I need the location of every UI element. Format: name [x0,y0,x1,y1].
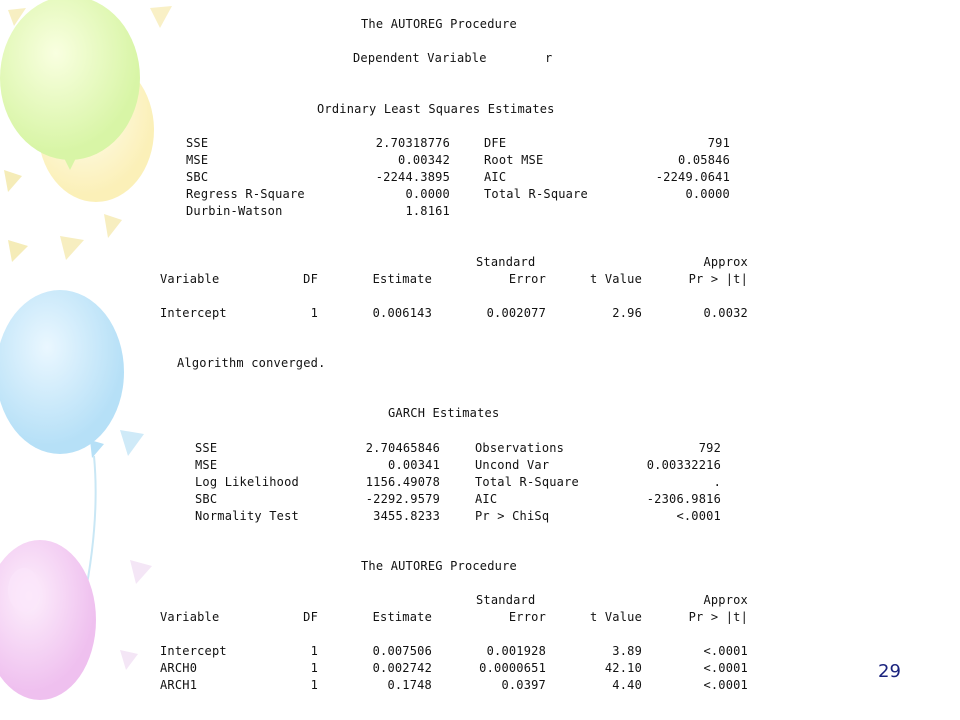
garch-param-df: 1 [310,644,318,658]
garch-stat-value2: 0.00332216 [646,458,721,472]
confetti-triangle [4,170,22,192]
garch-stat-value2: . [713,475,721,489]
garch-stat-value: 2.70465846 [365,441,440,455]
ols-col-variable: Variable [160,272,220,286]
garch-col-df: DF [303,610,318,624]
confetti-triangle [8,240,28,262]
garch-param-df: 1 [310,661,318,675]
garch-stat-label: Normality Test [195,509,299,523]
ols-stat-value: 0.0000 [405,187,450,201]
ols-stat-label2: Root MSE [484,153,544,167]
ols-header-approx: Approx [703,255,748,269]
ols-param-estimate: 0.006143 [372,306,432,320]
balloon-green [0,0,140,160]
garch-header-approx: Approx [703,593,748,607]
algorithm-note: Algorithm converged. [177,356,326,370]
ols-param-error: 0.002077 [486,306,546,320]
garch-stat-label2: Total R-Square [475,475,579,489]
garch-col-tvalue: t Value [590,610,642,624]
garch-stat-value2: 792 [698,441,721,455]
ols-title: Ordinary Least Squares Estimates [317,102,555,116]
confetti-triangle [60,236,84,260]
garch-col-estimate: Estimate [372,610,432,624]
confetti-triangle [104,214,122,238]
garch-stat-label: MSE [195,458,218,472]
ols-param-prob: 0.0032 [703,306,748,320]
ols-param-tvalue: 2.96 [612,306,642,320]
garch-param-tvalue: 3.89 [612,644,642,658]
garch-param-variable: ARCH0 [160,661,198,675]
garch-stat-value2: <.0001 [676,509,721,523]
ols-stat-label2: DFE [484,136,507,150]
ols-col-prob: Pr > |t| [688,272,748,286]
garch-param-estimate: 0.007506 [372,644,432,658]
ols-stat-label: Durbin-Watson [186,204,283,218]
garch-param-tvalue: 4.40 [612,678,642,692]
garch-col-error: Error [508,610,546,624]
confetti-triangle [120,650,138,670]
ols-param-df: 1 [310,306,318,320]
procedure-title-2: The AUTOREG Procedure [361,559,517,573]
ols-stat-value2: 0.05846 [678,153,730,167]
garch-title: GARCH Estimates [388,406,500,420]
garch-stat-label2: AIC [475,492,498,506]
ols-stat-label: Regress R-Square [186,187,305,201]
garch-stat-label2: Uncond Var [475,458,550,472]
garch-param-estimate: 0.002742 [372,661,432,675]
garch-stat-label: SBC [195,492,218,506]
garch-param-estimate: 0.1748 [387,678,432,692]
confetti-triangle [120,430,144,456]
garch-param-error: 0.0397 [501,678,546,692]
ols-col-tvalue: t Value [590,272,642,286]
dependent-variable-value: r [545,51,553,65]
ols-stat-value2: -2249.0641 [655,170,730,184]
garch-stat-value: 3455.8233 [373,509,440,523]
ols-stat-value: 0.00342 [398,153,450,167]
ols-stat-label: SSE [186,136,209,150]
garch-param-error: 0.001928 [486,644,546,658]
ols-stat-value: -2244.3895 [375,170,450,184]
ols-stat-label: SBC [186,170,209,184]
slide-page-number: 29 [878,661,901,682]
garch-param-df: 1 [310,678,318,692]
garch-stat-label2: Pr > ChiSq [475,509,550,523]
ols-col-estimate: Estimate [372,272,432,286]
garch-param-prob: <.0001 [703,678,748,692]
ols-col-error: Error [508,272,546,286]
ols-stat-value: 2.70318776 [375,136,450,150]
ols-header-standard: Standard [476,255,536,269]
garch-stat-label2: Observations [475,441,565,455]
ols-stat-value: 1.8161 [405,204,450,218]
garch-stat-value: 1156.49078 [365,475,440,489]
garch-param-variable: Intercept [160,644,227,658]
garch-param-tvalue: 42.10 [604,661,642,675]
balloon-pink [0,540,96,700]
dependent-variable-label: Dependent Variable [353,51,487,65]
ols-stat-label2: Total R-Square [484,187,588,201]
ols-stat-value2: 791 [707,136,730,150]
garch-col-prob: Pr > |t| [688,610,748,624]
ols-col-df: DF [303,272,318,286]
garch-stat-value: -2292.9579 [365,492,440,506]
garch-param-prob: <.0001 [703,661,748,675]
garch-param-prob: <.0001 [703,644,748,658]
ols-stat-value2: 0.0000 [685,187,730,201]
garch-param-variable: ARCH1 [160,678,198,692]
ols-stat-label: MSE [186,153,209,167]
garch-stat-label: Log Likelihood [195,475,299,489]
confetti-triangle [130,560,152,584]
balloon-decoration [0,0,180,720]
procedure-title: The AUTOREG Procedure [361,17,517,31]
garch-header-standard: Standard [476,593,536,607]
garch-stat-label: SSE [195,441,218,455]
balloon-blue [0,290,124,454]
garch-col-variable: Variable [160,610,220,624]
garch-param-error: 0.0000651 [479,661,546,675]
garch-stat-value: 0.00341 [388,458,440,472]
ols-param-variable: Intercept [160,306,227,320]
ols-stat-label2: AIC [484,170,507,184]
garch-stat-value2: -2306.9816 [646,492,721,506]
confetti-triangle [150,6,172,28]
